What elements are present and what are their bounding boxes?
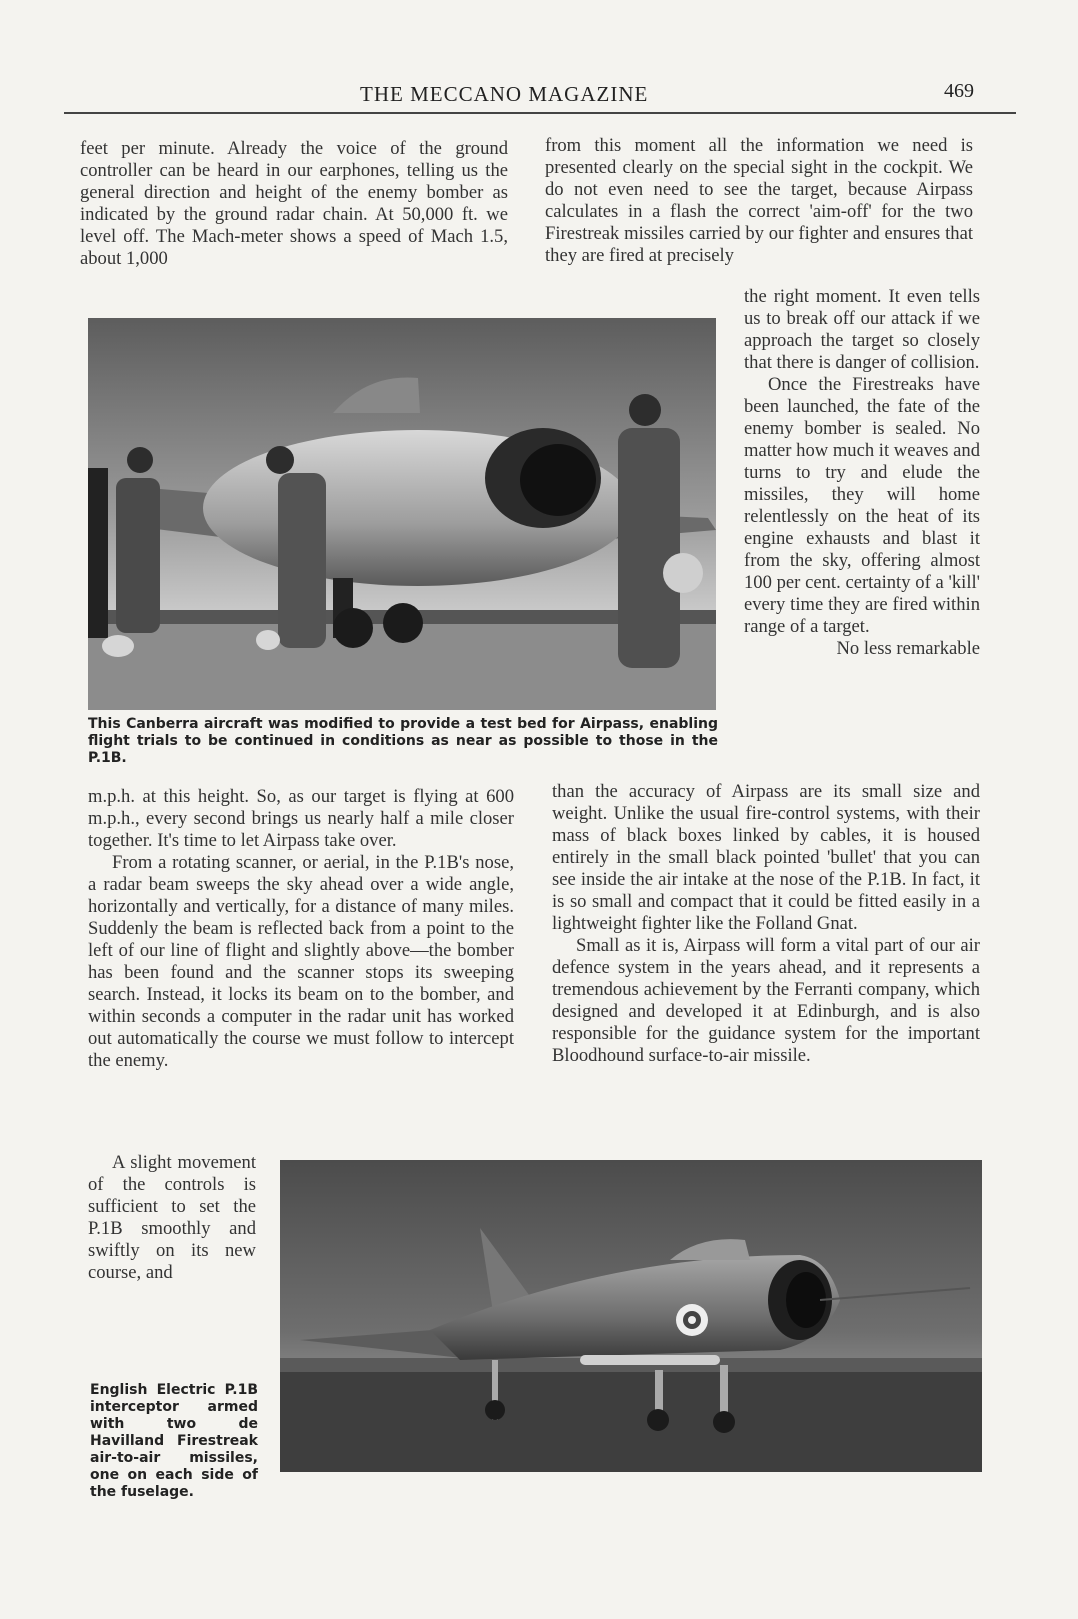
paragraph: No less remarkable <box>836 638 980 659</box>
paragraph: m.p.h. at this height. So, as our target is flying at 600 m.p.h., every second brings us nearly half a mile closer together. It's time to let Airpass take over. <box>88 786 514 851</box>
paragraph: the right moment. It even tells us to break off our attack if we approach the target so closely that there is danger of collision. <box>744 286 980 373</box>
column-side-right <box>744 286 980 660</box>
canberra-aircraft-image <box>88 318 716 710</box>
canberra-photo <box>88 318 716 710</box>
p1b-aircraft-image <box>280 1160 982 1472</box>
paragraph: Once the Firestreaks have been launched, the fate of the enemy bomber is sealed. No matter how much it weaves and turns to try and elude the missiles, they will home relentlessly on the heat of its engine exhausts and blast it from the sky, offering almost 100 per cent. certainty of a 'kill' every time they are fired within range of a target. <box>744 374 980 637</box>
caption-canberra: This Canberra aircraft was modified to provide a test bed for Airpass, enabling flight trials to be continued in conditions as near as possible to those in the P.1B. <box>88 716 718 766</box>
paragraph: Small as it is, Airpass will form a vital part of our air defence system in the years ahead, and it represents a tremendous achievement by the Ferranti company, which designed and developed it at Edinburgh, and is also responsible for the guidance system for the important Bloodhound surface-to-air missile. <box>552 935 980 1066</box>
column-bottom-left <box>88 1152 256 1284</box>
paragraph: feet per minute. Already the voice of the ground controller can be heard in our earphones, telling us the general direction and height of the enemy bomber as indicated by the ground radar chain. At 50,000 ft. we level off. The Mach-meter shows a speed of Mach 1.5, about 1,000 <box>80 138 508 269</box>
p1b-photo <box>280 1160 982 1472</box>
paragraph: than the accuracy of Airpass are its small size and weight. Unlike the usual fire-control systems, with their mass of black boxes linked by cables, it is housed entirely in the small black pointed 'bullet' that you can see inside the air intake at the nose of the P.1B. In fact, it is so small and compact that it could be fitted easily in a lightweight fighter like the Folland Gnat. <box>552 781 980 934</box>
magazine-title: THE MECCANO MAGAZINE <box>360 82 649 106</box>
paragraph: From a rotating scanner, or aerial, in the P.1B's nose, a radar beam sweeps the sky ahead over a wide angle, horizontally and vertically, for a distance of many miles. Suddenly the beam is reflected back from a point to the left of our line of flight and slightly above—the bomber has been found and the scanner stops its sweeping search. Instead, it locks its beam on to the bomber, and within seconds a computer in the radar unit has worked out automatically the course we must follow to intercept the enemy. <box>88 852 514 1071</box>
column-top-left <box>80 138 508 270</box>
paragraph: from this moment all the information we need is presented clearly on the special sight in the cockpit. We do not even need to see the target, because Airpass calculates in a flash the correct 'aim-off' for the two Firestreak missiles carried by our fighter and ensures that they are fired at precisely <box>545 135 973 266</box>
paragraph: A slight movement of the controls is sufficient to set the P.1B smoothly and swiftly on its new course, and <box>88 1152 256 1283</box>
column-top-right <box>545 135 973 267</box>
header-rule <box>64 112 1016 114</box>
column-mid-left <box>88 786 514 1072</box>
column-mid-right <box>552 781 980 1067</box>
page-number: 469 <box>944 80 974 102</box>
caption-p1b: English Electric P.1B interceptor armed with two de Havilland Firestreak air-to-air missiles, one on each side of the fuselage. <box>90 1382 258 1500</box>
